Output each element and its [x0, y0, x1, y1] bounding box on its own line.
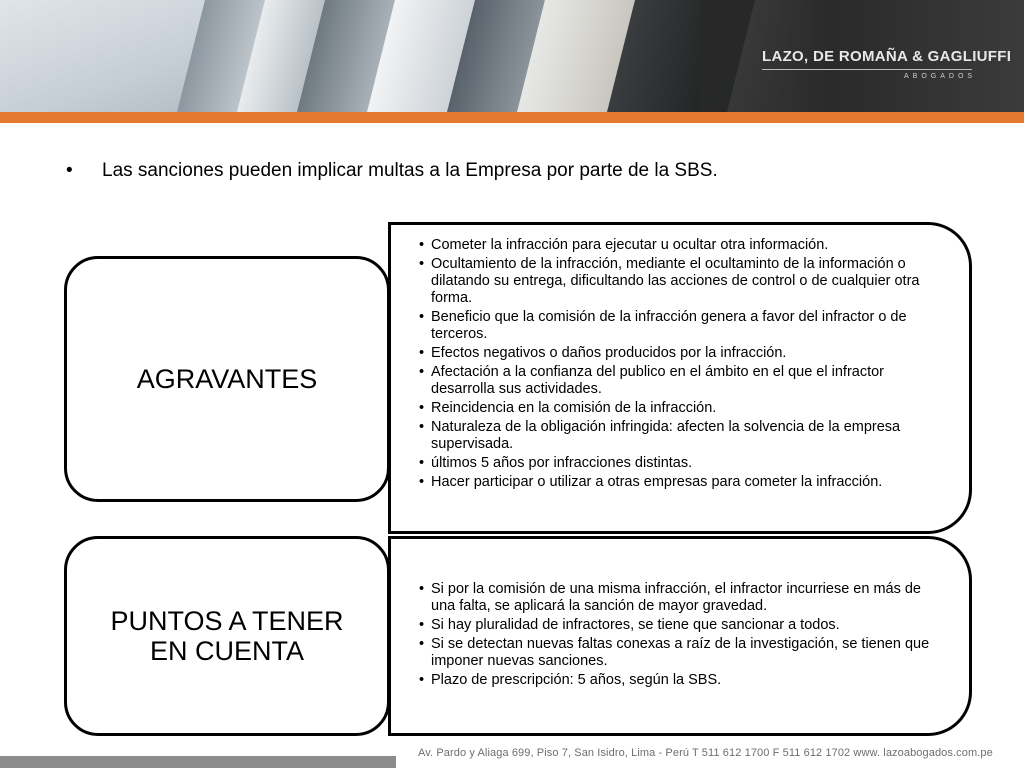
- logo-subtitle: ABOGADOS: [904, 73, 977, 80]
- firm-logo: [762, 48, 1011, 80]
- list-item: • Efectos negativos o daños producidos por la infracción.: [419, 345, 939, 362]
- list-item: • Reincidencia en la comisión de la infracción.: [419, 400, 939, 417]
- footer-contact: Av. Pardo y Aliaga 699, Piso 7, San Isidro, Lima - Perú T 511 612 1700 F 511 612 1702 www. lazoabogados.com.pe: [418, 747, 993, 759]
- agravantes-list: [419, 237, 939, 493]
- puntos-list-box: [388, 536, 972, 736]
- accent-bar: [0, 112, 1024, 123]
- puntos-label: PUNTOS A TENER EN CUENTA: [110, 606, 344, 666]
- list-item: • Plazo de prescripción: 5 años, según la SBS.: [419, 672, 939, 689]
- puntos-label-box: [64, 536, 390, 736]
- list-item: • Ocultamiento de la infracción, mediante el ocultaminto de la información o dilatando su entrega, dificultando las acciones de control o de cualquier otra forma.: [419, 256, 939, 307]
- logo-divider: [762, 69, 972, 70]
- list-item: • últimos 5 años por infracciones distintas.: [419, 455, 939, 472]
- footer-bar: [0, 756, 396, 768]
- list-item: • Afectación a la confianza del publico en el ámbito en el que el infractor desarrolla sus actividades.: [419, 364, 939, 398]
- list-item: • Si se detectan nuevas faltas conexas a raíz de la investigación, se tienen que imponer nuevas sanciones.: [419, 636, 939, 670]
- agravantes-label-box: [64, 256, 390, 502]
- list-item: • Si por la comisión de una misma infracción, el infractor incurriese en más de una falta, se aplicará la sanción de mayor gravedad.: [419, 581, 939, 615]
- logo-name: LAZO, DE ROMAÑA & GAGLIUFFI: [762, 48, 1012, 65]
- list-item: • Si hay pluralidad de infractores, se tiene que sancionar a todos.: [419, 617, 939, 634]
- list-item: • Hacer participar o utilizar a otras empresas para cometer la infracción.: [419, 474, 939, 491]
- list-item: • Naturaleza de la obligación infringida: afecten la solvencia de la empresa supervisada.: [419, 419, 939, 453]
- header-banner: [0, 0, 1024, 112]
- puntos-list: [419, 581, 939, 691]
- list-item: • Cometer la infracción para ejecutar u ocultar otra información.: [419, 237, 939, 254]
- list-item: • Beneficio que la comisión de la infracción genera a favor del infractor o de terceros.: [419, 309, 939, 343]
- agravantes-list-box: [388, 222, 972, 534]
- intro-bullet: [66, 160, 718, 182]
- bullet-glyph: •: [66, 160, 73, 181]
- agravantes-label: AGRAVANTES: [136, 364, 318, 394]
- intro-text: Las sanciones pueden implicar multas a la Empresa por parte de la SBS.: [102, 160, 718, 181]
